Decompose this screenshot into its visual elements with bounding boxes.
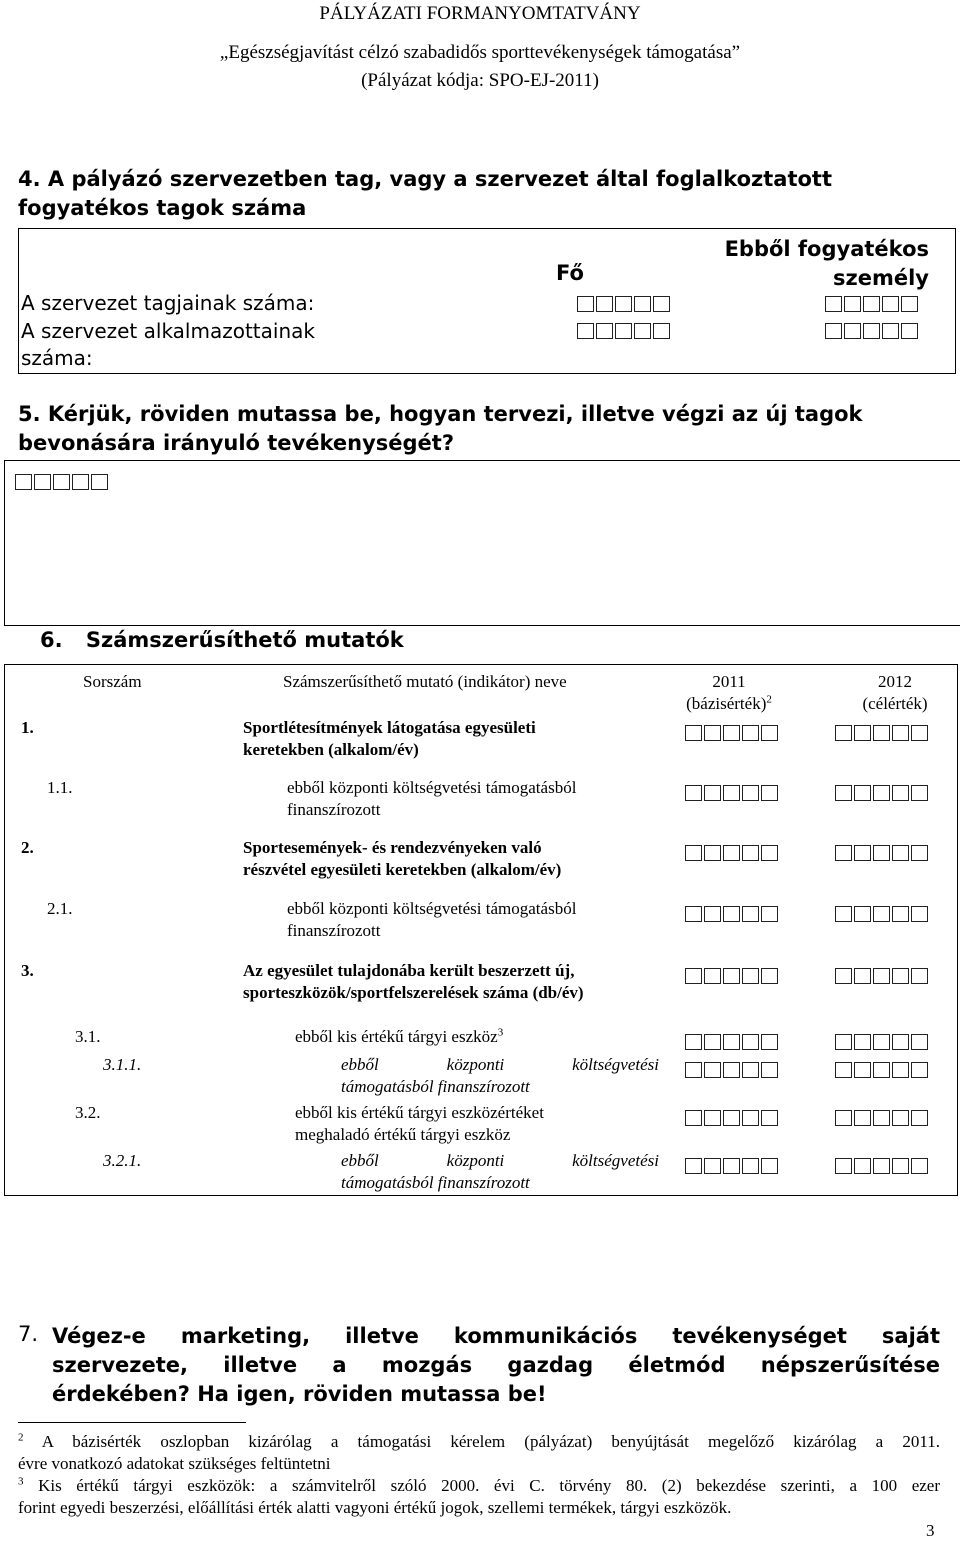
section6-heading: 6. Számszerűsíthető mutatók [40,628,404,652]
row3-1-1-2012-input[interactable] [835,1058,930,1080]
tagok-fogyatekos-input[interactable] [825,295,920,313]
row2-1-2012-input[interactable] [835,902,930,924]
row3-2011-input[interactable] [685,964,780,986]
table-row-num: 3.1. [75,1027,101,1046]
table-row-label: ebből központi költségvetési támogatásból finanszírozott [341,1055,659,1096]
row3-2-1-2012-input[interactable] [835,1154,930,1176]
row3-1-2011-input[interactable] [685,1030,780,1052]
form-title: PÁLYÁZATI FORMANYOMTATVÁNY [319,3,641,24]
row3-2-2012-input[interactable] [835,1106,930,1128]
page-number: 3 [926,1521,935,1540]
col-fogyatekos-header: Ebből fogyatékos személy [724,237,929,290]
row3-2-2011-input[interactable] [685,1106,780,1128]
table-row-num: 3.2.1. [103,1151,142,1170]
section7-number: 7. [18,1322,39,1346]
program-title: „Egészségjavítást célzó szabadidős sporttevékenységek támogatása” [219,42,741,63]
table-row-num: 2. [21,838,34,857]
table-row-num: 2.1. [47,899,73,918]
table-row-label: ebből központi költségvetési támogatásból finanszírozott [287,778,577,819]
row1-2011-input[interactable] [685,721,780,743]
row1-2012-input[interactable] [835,721,930,743]
table-row-label: Az egyesület tulajdonába került beszerzett új, sporteszközök/sportfelszerelések száma (db/év) [243,961,584,1002]
row2-2012-input[interactable] [835,841,930,863]
table-row-label: ebből központi költségvetési támogatásból finanszírozott [341,1151,659,1192]
section7-question: Végez-e marketing, illetve kommunikációs tevékenységet saját szervezete, illetve a mozgás gazdag életmód népszerűsítése érdekében? Ha igen, röviden mutassa be! [52,1324,940,1406]
row3-1-2012-input[interactable] [835,1030,930,1052]
alkalmazottak-fo-input[interactable] [577,322,672,340]
col-2011: 2011 (bázisérték)$^2$ [686,672,772,713]
section4-title-line1: A pályázó szervezetben tag, vagy a szervezet által foglalkoztatott [47,167,833,191]
indicator-table [4,664,958,1196]
tender-code: (Pályázat kódja: SPO-EJ-2011) [361,70,599,91]
table-row-label: Sportesemények- és rendezvényeken való részvétel egyesületi keretekben (alkalom/év) [243,838,562,879]
table-row-num: 3.2. [75,1103,101,1122]
table-row-label: ebből kis értékű tárgyi eszközértéket meghaladó értékű tárgyi eszköz [295,1103,544,1144]
table-row-num: 3.1.1. [103,1055,142,1074]
row1-1-2012-input[interactable] [835,781,930,803]
footnote-separator [18,1422,246,1423]
table-row-label: Sportlétesítmények látogatása egyesületi keretekben (alkalom/év) [243,718,536,759]
row-alkalmazottak-label: A szervezet alkalmazottainak száma: [21,319,315,370]
col-fo-header: Fő [556,261,584,285]
section4-heading [18,165,948,223]
section4-number: 4. [18,167,41,191]
table-row-num: 1. [21,718,34,737]
table-row-num: 3. [21,961,34,980]
section5-answer-box[interactable] [4,460,960,626]
col-sorszam: Sorszám [83,672,142,691]
row2-2011-input[interactable] [685,841,780,863]
section4-table [18,228,956,374]
row3-2012-input[interactable] [835,964,930,986]
tagok-fo-input[interactable] [577,295,672,313]
row2-1-2011-input[interactable] [685,902,780,924]
footnote-3: $^3$ Kis értékű tárgyi eszközök: a számvitelről szóló 2000. évi C. törvény 80. (2) bekezdése szerinti, a 100 ezer forint egyedi beszerzési, előállítási érték alatti vagyoni értékű jogok, szellemi termékek, tárgyi eszközök. [18,1475,941,1517]
section5-text-field[interactable] [15,473,110,491]
alkalmazottak-fogyatekos-input[interactable] [825,322,920,340]
row-tagok-label: A szervezet tagjainak száma: [21,291,315,315]
section5-heading: 5. Kérjük, röviden mutassa be, hogyan tervezi, illetve végzi az új tagok bevonására irányuló tevékenységét? [18,402,863,455]
col-indikator-nev: Számszerűsíthető mutató (indikátor) neve [283,672,567,691]
section4-title-line2: fogyatékos tagok száma [18,196,307,220]
table-row-label: ebből kis értékű tárgyi eszköz$^3$ [295,1026,504,1046]
table-row-num: 1.1. [47,778,73,797]
table-row-label: ebből központi költségvetési támogatásból finanszírozott [287,899,577,940]
row1-1-2011-input[interactable] [685,781,780,803]
row3-1-1-2011-input[interactable] [685,1058,780,1080]
row3-2-1-2011-input[interactable] [685,1154,780,1176]
col-2012: 2012 (célérték) [862,672,928,713]
footnote-2: $^2$ A bázisérték oszlopban kizárólag a támogatási kérelem (pályázat) benyújtását megelőző kizárólag a 2011. évre vonatkozó adatokat szükséges feltüntetni [18,1431,940,1473]
